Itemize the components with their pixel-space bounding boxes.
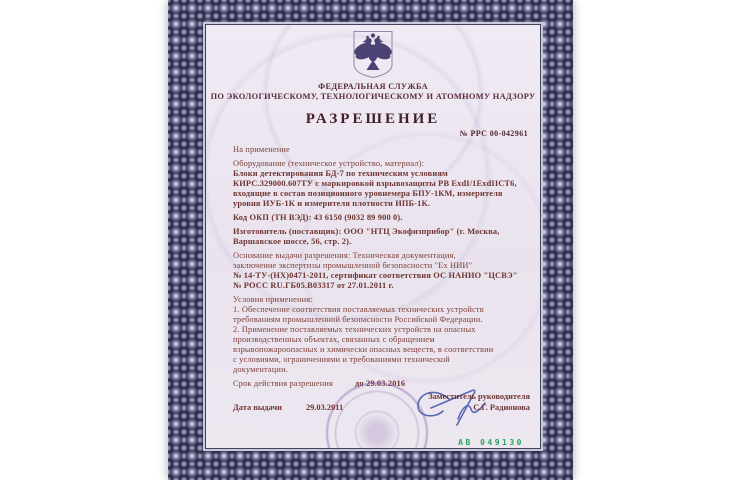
purpose-line: На применение <box>233 145 290 154</box>
coat-of-arms-icon <box>350 29 396 81</box>
basis-line: № 14-ТУ-(НХ)0471-2011, сертификат соответствия ОС НАНИО "ЦСВЭ" <box>233 271 518 280</box>
manufacturer-line: Варшавское шоссе, 56, стр. 2). <box>233 237 352 246</box>
equipment-line: Блоки детектирования БД-7 по техническим условиям <box>233 169 448 178</box>
conditions-line: производственных объектах, связанных с обращением <box>233 335 435 344</box>
issue-date-value: 29.03.2011 <box>305 403 344 412</box>
okp-code-line: Код ОКП (ТН ВЭД): 43 6150 (9032 89 900 0). <box>233 213 403 222</box>
basis-paragraph <box>233 251 524 291</box>
conditions-line: требованиям промышленной безопасности Российской Федерации. <box>233 315 483 324</box>
conditions-paragraph <box>233 295 524 375</box>
certificate-paper <box>205 24 541 449</box>
basis-line: заключение экспертизы промышленной безопасности "Ex НИИ" <box>233 261 473 270</box>
basis-line: Основание выдачи разрешения: Техническая документация, <box>233 251 456 260</box>
manufacturer-line: Изготовитель (поставщик): ООО "НТЦ Экофизприбор" (г. Москва, <box>233 227 500 236</box>
signer-block <box>428 392 530 413</box>
equipment-line: уровня ИУБ-1К и измерителя плотности ИПБ-1К. <box>233 199 430 208</box>
conditions-line: с условиями, ограничениями и требованиями технической <box>233 355 450 364</box>
validity-date: до 29.03.2016 <box>355 379 406 388</box>
document-title: РАЗРЕШЕНИЕ <box>305 111 441 127</box>
conditions-line: взрывопожароопасных и химически опасных веществ, в соответствии <box>233 345 494 354</box>
signer-title: Заместитель руководителя <box>428 392 530 401</box>
issue-date-label: Дата выдачи <box>233 403 282 412</box>
agency-name-line2: ПО ЭКОЛОГИЧЕСКОМУ, ТЕХНОЛОГИЧЕСКОМУ И АТОМНОМУ НАДЗОРУ <box>210 92 536 101</box>
equipment-line: входящие в состав позиционного уровнемера БПУ-1КМ, измерителя <box>233 189 503 198</box>
document-body <box>206 138 540 389</box>
validity-label: Срок действия разрешения <box>233 379 334 388</box>
conditions-label: Условия применения: <box>233 295 313 304</box>
conditions-line: 1. Обеспечение соответствия поставляемых технических устройств <box>233 305 484 314</box>
equipment-paragraph <box>233 159 524 209</box>
agency-name-line1: ФЕДЕРАЛЬНАЯ СЛУЖБА <box>317 82 429 91</box>
blank-serial-number: АВ 049130 <box>458 438 524 447</box>
document-number: № РРС 00-042961 <box>459 129 528 138</box>
equipment-label: Оборудование (техническое устройство, материал): <box>233 159 425 168</box>
conditions-line: документации. <box>233 365 288 374</box>
basis-line: № РОСС RU.ГБ05.В03317 от 27.01.2011 г. <box>233 281 394 290</box>
manufacturer-paragraph <box>233 227 524 247</box>
signer-name: С.Г. Радионова <box>473 402 530 412</box>
certificate-scan <box>168 0 573 480</box>
equipment-line: КИРС.329000.607ТУ с маркировкой взрывозащиты РВ ExdI/1ExdIICT6, <box>233 179 517 188</box>
conditions-line: 2. Применение поставляемых технических устройств на опасных <box>233 325 476 334</box>
issue-date-line <box>233 403 343 412</box>
